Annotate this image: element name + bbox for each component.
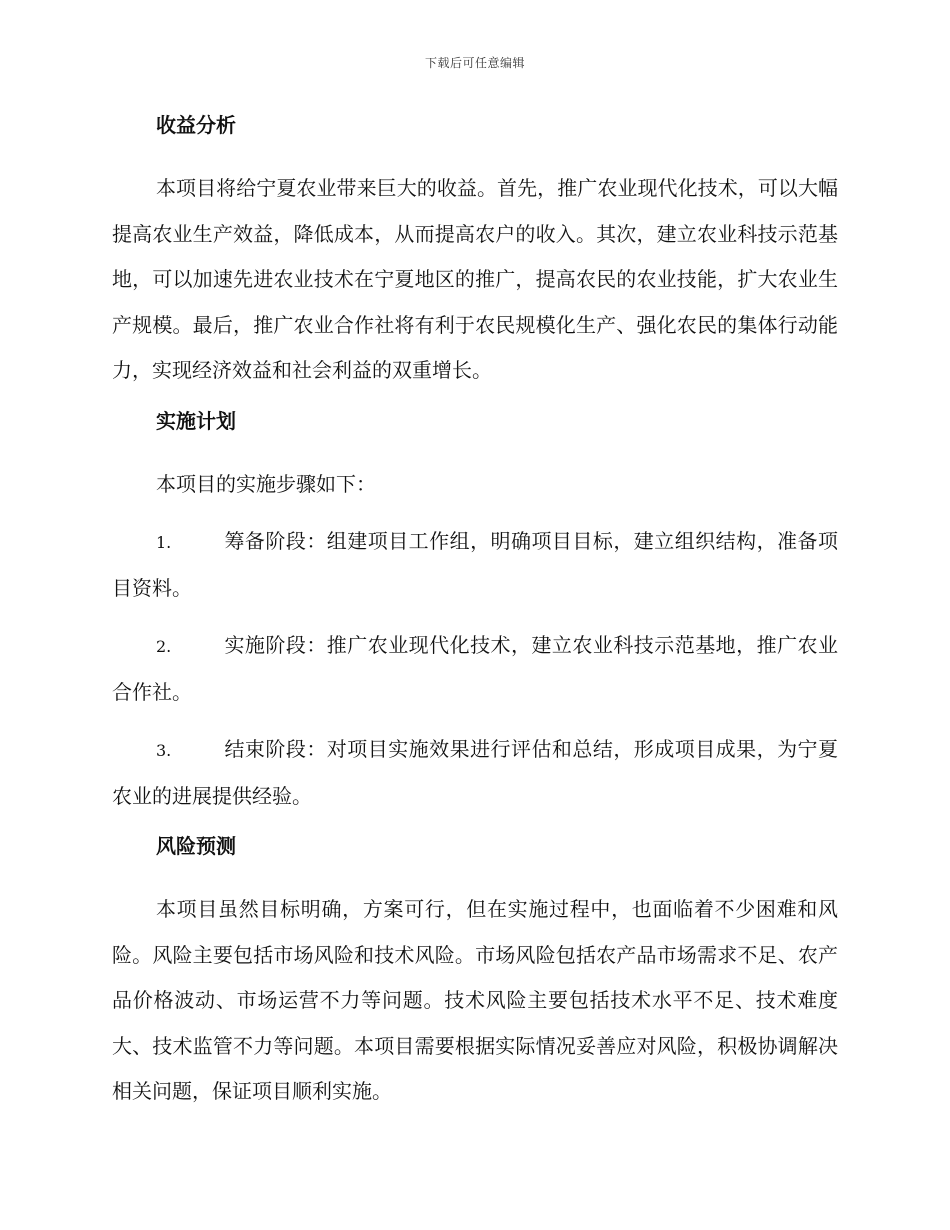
revenue-analysis-paragraph: 本项目将给宁夏农业带来巨大的收益。首先，推广农业现代化技术，可以大幅提高农业生产效益，降低成本，从而提高农户的收入。其次，建立农业科技示范基地，可以加速先进农业技术在宁夏地区的推广，提高农民的农业技能，扩大农业生产规模。最后，推广农业合作社将有利于农民规模化生产、强化农民的集体行动能力，实现经济效益和社会利益的双重增长。 (112, 176, 838, 382)
step-item-1 (112, 519, 838, 611)
step-item-2 (112, 623, 838, 715)
section-heading-revenue-analysis: 收益分析 (156, 113, 236, 137)
step-number: 2. (156, 637, 172, 656)
step-text: 结束阶段：对项目实施效果进行评估和总结，形成项目成果，为宁夏农业的进展提供经验。 (112, 737, 838, 808)
step-text: 筹备阶段：组建项目工作组，明确项目目标，建立组织结构，准备项目资料。 (112, 529, 838, 600)
step-number: 1. (156, 533, 172, 552)
implementation-intro: 本项目的实施步骤如下： (156, 471, 376, 496)
step-item-3 (112, 727, 838, 819)
section-heading-risk-forecast: 风险预测 (156, 834, 236, 858)
page-header: 下载后可任意编辑 (424, 56, 525, 70)
risk-forecast-paragraph: 本项目虽然目标明确，方案可行，但在实施过程中，也面临着不少困难和风险。风险主要包括市场风险和技术风险。市场风险包括农产品市场需求不足、农产品价格波动、市场运营不力等问题。技术风险主要包括技术水平不足、技术难度大、技术监管不力等问题。本项目需要根据实际情况妥善应对风险，积极协调解决相关问题，保证项目顺利实施。 (112, 897, 838, 1103)
step-text: 实施阶段：推广农业现代化技术，建立农业科技示范基地，推广农业合作社。 (112, 633, 838, 704)
document-body (112, 110, 838, 1127)
section-heading-implementation-plan: 实施计划 (156, 408, 236, 433)
step-number: 3. (156, 741, 172, 760)
